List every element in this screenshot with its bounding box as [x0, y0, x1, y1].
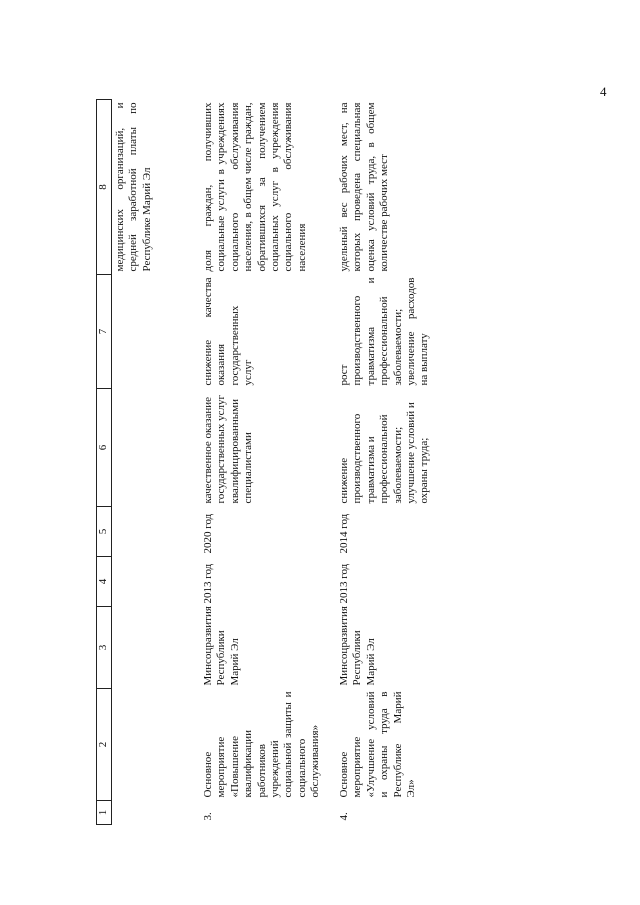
- indicator: удельный вес рабочих мест, на которых проведена специальная оценка условий труда, в общем количестве рабочих мест: [338, 102, 391, 272]
- program-table: [96, 99, 442, 825]
- header-col-5: 5: [97, 507, 112, 557]
- table-row: [336, 100, 442, 825]
- rotated-table-wrapper: [96, 100, 576, 825]
- header-col-3: 3: [97, 607, 112, 689]
- header-col-2: 2: [97, 689, 112, 801]
- activity-name: Основное мероприятие «Повышение квалификации работников учреждений социальной защиты и социального обслуживания»: [202, 691, 322, 798]
- consequence: снижение качества оказания государственных услуг: [202, 277, 255, 386]
- indicator: доля граждан, получивших социальные услуги в учреждениях социального обслуживания населения, в общем числе граждан, обратившихся за получением социальных услуг в учреждения социального обслуживания населения: [202, 102, 308, 272]
- end-year: 2014 год: [338, 513, 350, 554]
- executor: Минсоцразвития Республики Марий Эл: [338, 606, 377, 686]
- consequence: рост производственного травматизма и профессиональной заболеваемости; увеличение расходов на выплату: [338, 277, 431, 386]
- start-year: 2013 год: [338, 563, 350, 604]
- page-number: 4: [600, 84, 607, 99]
- row-number: 4.: [338, 812, 350, 821]
- continuation-indicator: медицинских организаций, и средней заработной платы по Республике Марий Эл: [114, 102, 153, 272]
- expected-result: качественное оказание государственных услуг квалифицированными специалистами: [202, 394, 255, 504]
- expected-result: снижение производственного травматизма и профессиональной заболеваемости; улучшение условий и охраны труда;: [338, 402, 431, 504]
- header-col-7: 7: [97, 275, 112, 389]
- header-col-4: 4: [97, 557, 112, 607]
- header-col-8: 8: [97, 100, 112, 275]
- executor: Минсоцразвития Республики Марий Эл: [202, 606, 241, 686]
- end-year: 2020 год: [202, 513, 214, 554]
- table-row: [200, 100, 336, 825]
- start-year: 2013 год: [202, 563, 214, 604]
- header-row: [97, 100, 112, 825]
- header-col-6: 6: [97, 389, 112, 507]
- activity-name: Основное мероприятие «Улучшение условий и охраны труда в Республике Марий Эл»: [338, 691, 418, 798]
- header-col-1: 1: [97, 801, 112, 825]
- continuation-row: [112, 100, 201, 825]
- row-number: 3.: [202, 812, 214, 821]
